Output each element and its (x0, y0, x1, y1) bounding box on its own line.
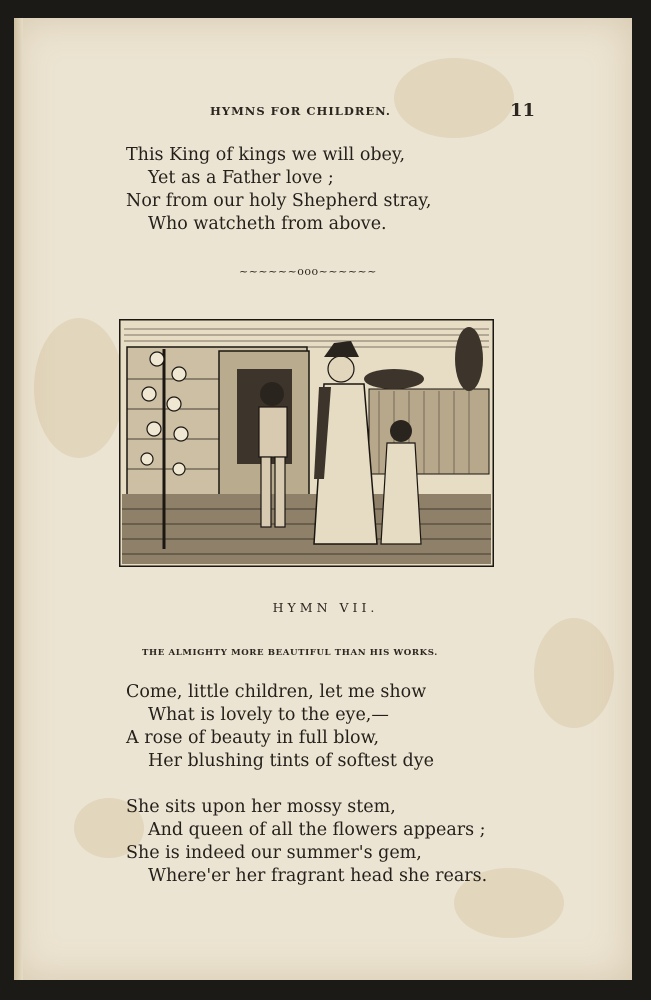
running-head: HYMNS FOR CHILDREN. (210, 104, 391, 118)
page-number: 11 (510, 100, 536, 121)
woodcut-illustration (119, 319, 494, 567)
page-gutter (14, 18, 23, 980)
verse-line: A rose of beauty in full blow, (126, 728, 380, 748)
verse-line: Her blushing tints of softest dye (148, 751, 434, 771)
stanza-top (126, 144, 431, 236)
verse-line: Come, little children, let me show (126, 682, 427, 702)
verse-line: She sits upon her mossy stem, (126, 797, 396, 817)
verse-line: This King of kings we will obey, (126, 145, 406, 165)
stanza-1 (126, 681, 434, 773)
page-header (0, 100, 651, 124)
verse-line: Nor from our holy Shepherd stray, (126, 191, 432, 211)
verse-line: What is lovely to the eye,— (148, 705, 389, 725)
ornament-divider: ~~~~~~ooo~~~~~~ (239, 265, 377, 278)
stanza-2 (126, 796, 487, 888)
hymn-number: HYMN VII. (272, 600, 379, 615)
verse-line: Who watcheth from above. (148, 214, 387, 234)
verse-line: And queen of all the flowers appears ; (148, 820, 486, 840)
hymn-subtitle: THE ALMIGHTY MORE BEAUTIFUL THAN HIS WORKS. (142, 648, 438, 658)
verse-line: Where'er her fragrant head she rears. (148, 866, 488, 886)
verse-line: Yet as a Father love ; (148, 168, 334, 188)
verse-line: She is indeed our summer's gem, (126, 843, 422, 863)
